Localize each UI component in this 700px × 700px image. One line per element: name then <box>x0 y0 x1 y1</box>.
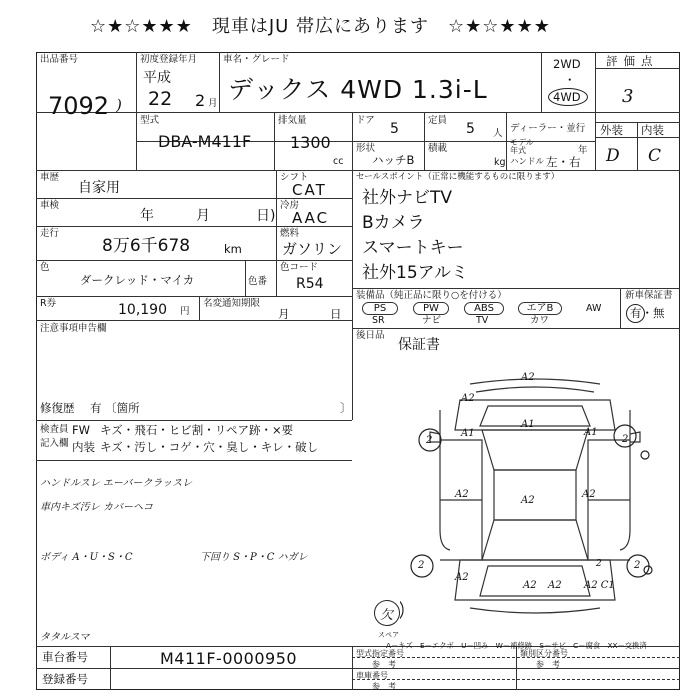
sales-point-2: Bカメラ <box>362 213 425 233</box>
mark-left-front-door: A2 <box>455 489 469 500</box>
exterior-value: D <box>606 146 620 166</box>
mark-roof: A2 <box>521 495 535 506</box>
warranty: 有・無 <box>630 306 665 320</box>
hand-note-3: ボディ A・U・S・C <box>40 552 133 563</box>
drive-2wd: 2WD <box>553 57 581 71</box>
fuel: ガソリン <box>282 240 343 258</box>
spare-mark: 欠 <box>380 608 394 623</box>
equip-aw: AW <box>586 303 602 314</box>
hand-note-2: 車内キズ汚レ カバーヘコ <box>40 502 153 513</box>
lot-label: 出品番号 <box>40 54 79 65</box>
recycle-fee: 10,190 <box>118 302 167 318</box>
reg-year: 22 <box>148 88 173 110</box>
wheel-rr: 2 <box>634 560 641 571</box>
era: 平成 <box>143 70 171 86</box>
handle: 左・右 <box>546 155 581 169</box>
color-code: R54 <box>296 276 324 292</box>
legend-line: A－キズ E－エクボ U－凹み W－補修跡 S－サビ C－腐食 XX－交換済 <box>386 641 647 650</box>
car-name: デックス 4WD 1.3i-L <box>228 75 488 104</box>
chassis-number: M411F-0000950 <box>160 649 298 668</box>
doors: 5 <box>390 121 399 137</box>
sales-point-4: 社外15アルミ <box>362 263 468 283</box>
mark-roof-front: A2 <box>521 372 535 383</box>
mark-right-front: A1 <box>584 427 598 438</box>
lot-number: 7092 <box>48 92 110 120</box>
mark-right-mid: A2 <box>582 489 596 500</box>
exterior-label: 外装 <box>600 123 623 137</box>
drive-4wd: 4WD <box>553 90 581 104</box>
reg-month: 2 <box>195 91 206 110</box>
mark-rear-bumper: A2 <box>523 580 537 591</box>
wheel-fl: 2 <box>426 435 433 446</box>
equip-ps: PS <box>362 302 398 315</box>
first-reg-label: 初度登録年月 <box>140 54 198 65</box>
interior-label: 内装 <box>641 123 664 137</box>
car-name-label: 車名・グレード <box>223 54 290 65</box>
mark-left-rear-door: A2 <box>455 572 469 583</box>
after-docs: 保証書 <box>398 337 440 353</box>
mark-left-rear-fender: A2 <box>548 580 562 591</box>
grade-value: 3 <box>622 86 634 107</box>
sales-point-1: 社外ナビTV <box>362 188 453 208</box>
shape: ハッチB <box>372 153 415 167</box>
equip-airbag: エアB <box>518 302 562 315</box>
ac: AAC <box>292 209 330 227</box>
repair: 有 〔箇所 <box>90 401 140 415</box>
mark-front-bumper: A2 <box>461 393 475 404</box>
grade-label: 評価点 <box>606 54 659 68</box>
capacity: 5 <box>466 121 475 137</box>
header-banner: ☆★☆★★★ 現車はJU 帯広にあります ☆★☆★★★ <box>90 16 551 37</box>
sales-point-3: スマートキー <box>362 238 464 258</box>
hand-note-5: タタルスマ <box>40 632 90 643</box>
color: ダークレッド・マイカ <box>80 273 195 287</box>
displacement: 1300 <box>290 133 331 152</box>
inspector-fw: キズ・飛石・ヒビ割・リペア跡・×要 <box>100 423 294 437</box>
hand-note-1: ハンドルスレ エーバークラッスレ <box>40 478 193 489</box>
car-damage-diagram <box>400 370 670 640</box>
mark-windshield: A1 <box>521 419 535 430</box>
equip-abs: ABS <box>464 302 504 315</box>
history: 自家用 <box>78 180 120 196</box>
inspector-interior: キズ・汚し・コゲ・穴・臭し・キレ・破し <box>100 440 319 454</box>
wheel-rl: 2 <box>418 560 425 571</box>
mark-bonnet: A1 <box>461 428 475 439</box>
model-value: DBA-M411F <box>158 132 252 151</box>
wheel-rr-side: 2 <box>596 559 602 569</box>
wheel-fr: 2 <box>622 434 629 445</box>
equip-pw: PW <box>413 302 449 315</box>
shift: CAT <box>292 181 327 199</box>
mark-right-rear: A2 C1 <box>584 580 615 591</box>
model-label: 型式 <box>140 115 160 126</box>
interior-value: C <box>648 146 662 166</box>
hand-note-4: 下回り S・P・C ハガレ <box>200 552 308 563</box>
mileage: 8万6千678 <box>102 236 191 256</box>
